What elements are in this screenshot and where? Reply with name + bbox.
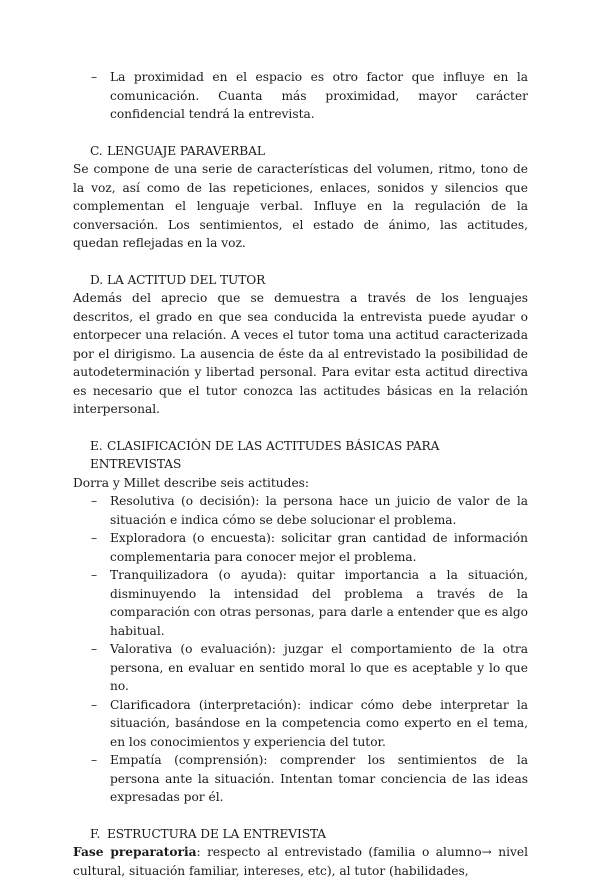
section-title: ESTRUCTURA DE LA ENTREVISTA [107,826,327,841]
section-title: LA ACTITUD DEL TUTOR [107,272,266,287]
list-item: – Empatía (comprensión): comprender los sentimientos de la persona ante la situación. Intentan tomar conciencia de las ideas expresadas por él. [91,751,528,807]
section-d-body: Además del aprecio que se demuestra a través de los lenguajes descritos, el grado en que sea conducida la entrevista puede ayudar o entorpecer una relación. A veces el tutor toma una actitud caracterizada por el dirigismo. La ausencia de éste da al entrevistado la posibilidad de autodeterminación y libertad personal. Para evitar esta actitud directiva es necesario que el tutor conozca las actitudes básicas en la relación interpersonal. [73,291,528,416]
list-item: – Tranquilizadora (o ayuda): quitar importancia a la situación, disminuyendo la intensidad del problema a través de la comparación con otras personas, para darle a entender que es algo habitual. [91,566,528,640]
list-item: – Exploradora (o encuesta): solicitar gran cantidad de información complementaria para conocer mejor el problema. [91,529,528,566]
section-d-heading [73,271,528,290]
bold-lead: Fase preparatoria [73,845,197,859]
list-item: – Clarificadora (interpretación): indicar cómo debe interpretar la situación, basándose en la competencia como experto en el tema, en los conocimientos y experiencia del tutor. [91,696,528,752]
list-item: – Resolutiva (o decisión): la persona hace un juicio de valor de la situación e indica cómo se debe solucionar el problema. [91,492,528,529]
list-item: – La proximidad en el espacio es otro factor que influye en la comunicación. Cuanta más proximidad, mayor carácter confidencial tendrá la entrevista. [91,68,528,124]
attitudes-list [73,492,528,807]
intro-list [73,68,528,124]
section-letter: C. [90,143,103,158]
section-e-lead: Dorra y Millet describe seis actitudes: [73,475,310,490]
document-page [73,68,528,880]
section-c-body: Se compone de una serie de características del volumen, ritmo, tono de la voz, así como de las repeticiones, enlaces, sonidos y silencios que complementan el lenguaje verbal. Influye en la regulación de la conversación. Los sentimientos, el estado de ánimo, las actitudes, quedan reflejadas en la voz. [73,162,528,250]
section-c-heading [73,142,528,161]
section-title: CLASIFICACIÓN DE LAS ACTITUDES BÁSICAS PARA ENTREVISTAS [90,438,440,471]
section-letter: D. [90,272,104,287]
section-f-heading [73,825,528,844]
section-f-body [73,843,528,880]
section-e-heading [73,437,528,474]
section-letter: E. [90,438,103,453]
section-letter: F. [90,826,101,841]
list-item: – Valorativa (o evaluación): juzgar el comportamiento de la otra persona, en evaluar en sentido moral lo que es aceptable y lo que no. [91,640,528,696]
section-title: LENGUAJE PARAVERBAL [107,143,265,158]
section-f-text: : respecto al entrevistado (familia o alumno→ nivel cultural, situación familiar, intereses, etc), al tutor (habilidades, [73,845,528,878]
